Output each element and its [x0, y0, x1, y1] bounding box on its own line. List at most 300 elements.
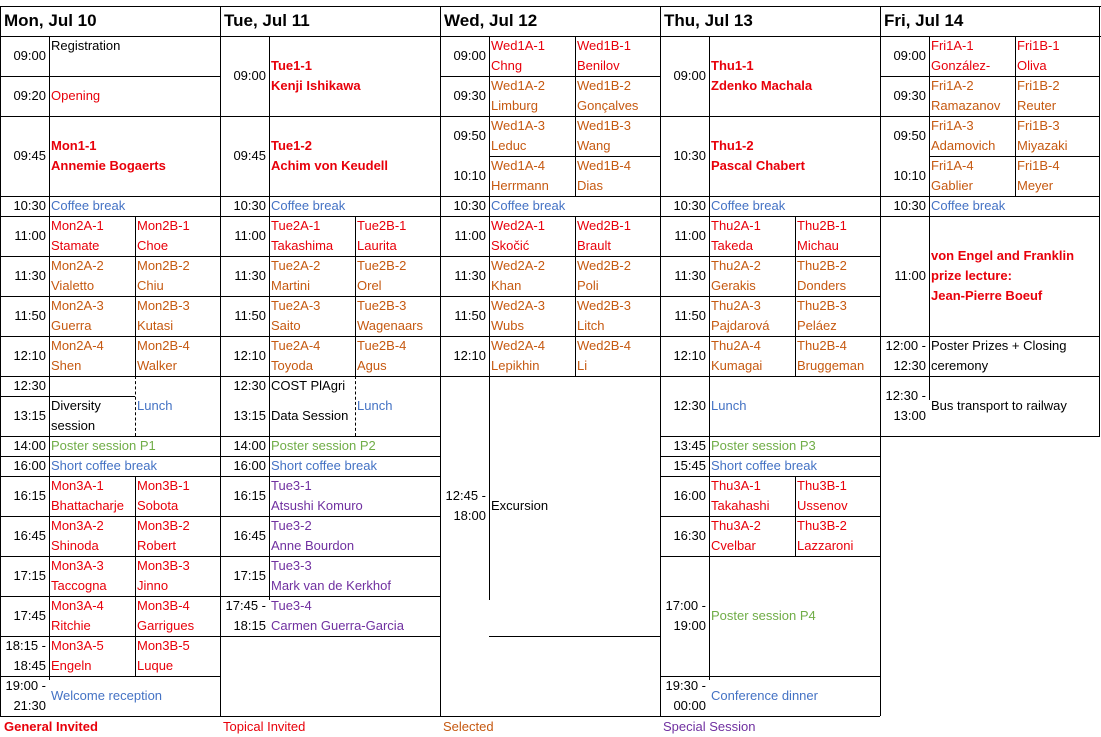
lunch-break: Lunch	[357, 398, 393, 413]
talk-track-b	[575, 336, 660, 376]
talk-track-a-line: Leduc	[491, 138, 527, 153]
grid-line	[220, 636, 440, 637]
talk-track-b-line: Thu3B-2	[797, 518, 847, 533]
session-event-line: Tue1-1	[271, 58, 312, 73]
talk-track-a	[49, 336, 135, 376]
grid-line	[135, 296, 136, 336]
session-event: Coffee break	[931, 198, 1006, 213]
talk-track-b-line: Agus	[357, 358, 387, 373]
talk-track-a-line: Khan	[491, 278, 522, 293]
grid-line	[0, 6, 1, 716]
talk-track-a-line: Chng	[491, 58, 523, 73]
talk-track-a-line: Shinoda	[51, 538, 99, 553]
session-event-line: Tue3-1	[271, 478, 312, 493]
time-slot-line: 18:00	[453, 508, 486, 523]
talk-track-b-line: Wed1B-3	[577, 118, 631, 133]
time-slot-line: 17:00 -	[665, 598, 706, 613]
time-slot-line: 12:45 -	[445, 488, 486, 503]
talk-track-a	[489, 116, 575, 156]
time-slot: 09:30	[453, 88, 486, 103]
session-event	[269, 556, 440, 596]
time-slot: 10:30	[673, 148, 706, 163]
session-event	[709, 36, 880, 116]
talk-track-a-line: Mon2A-1	[51, 218, 104, 233]
time-slot: 12:10	[453, 348, 486, 363]
talk-track-a-line: Wubs	[491, 318, 524, 333]
session-event-line: Achim von Keudell	[271, 158, 389, 173]
talk-track-b-line: Kutasi	[137, 318, 174, 333]
talk-track-a-line: Limburg	[491, 98, 538, 113]
time-slot: 13:15	[13, 408, 46, 423]
time-slot: 10:30	[13, 198, 46, 213]
session-event	[269, 116, 440, 196]
time-slot: 11:00	[894, 268, 926, 283]
grid-line	[135, 336, 136, 376]
talk-track-a	[489, 216, 575, 256]
talk-track-a-line: Tue2A-3	[271, 298, 321, 313]
talk-track-b-line: Mon3B-4	[137, 598, 190, 613]
session-event: Welcome reception	[51, 688, 163, 703]
grid-line	[269, 36, 270, 600]
time-slot: 11:50	[674, 308, 706, 323]
diversity-session	[49, 396, 135, 436]
lunch-break: Lunch	[137, 398, 173, 413]
grid-line	[489, 36, 490, 600]
talk-track-b	[795, 516, 880, 556]
session-event-line: Tue3-2	[271, 518, 312, 533]
session-event-line: Thu1-2	[711, 138, 754, 153]
time-slot: 12:30	[233, 378, 266, 393]
talk-track-b	[795, 476, 880, 516]
grid-line	[575, 296, 576, 336]
grid-line	[1015, 156, 1016, 196]
talk-track-a-line: Vialetto	[51, 278, 95, 293]
session-event-line: ceremony	[931, 358, 989, 373]
talk-track-a-line: Mon2A-4	[51, 338, 104, 353]
grid-line	[0, 716, 880, 717]
talk-track-b-line: Mon2B-1	[137, 218, 190, 233]
day-header: Wed, Jul 12	[444, 11, 538, 30]
grid-line	[0, 6, 1101, 7]
grid-line	[0, 36, 1101, 37]
talk-track-a-line: Gablier	[931, 178, 973, 193]
time-slot-line: 18:45	[13, 658, 46, 673]
talk-track-b-line: Donders	[797, 278, 847, 293]
talk-track-a	[49, 476, 135, 516]
talk-track-b-line: Oliva	[1017, 58, 1047, 73]
session-event: Poster session P3	[711, 438, 816, 453]
time-slot: 11:00	[674, 228, 706, 243]
talk-track-a-line: Herrmann	[491, 178, 549, 193]
talk-track-b	[135, 556, 220, 596]
talk-track-a-line: Ritchie	[51, 618, 91, 633]
talk-track-b-line: Bruggeman	[797, 358, 865, 373]
dashed-divider	[355, 376, 356, 436]
talk-track-a	[269, 216, 355, 256]
grid-line	[575, 76, 576, 116]
time-slot-line: 12:30 -	[885, 388, 926, 403]
talk-track-a-line: Pajdarová	[711, 318, 770, 333]
grid-line	[795, 516, 796, 556]
session-event-line: Annemie Bogaerts	[51, 158, 166, 173]
session-event-line: Anne Bourdon	[271, 538, 355, 553]
time-slot	[0, 636, 49, 676]
time-slot: 11:00	[14, 228, 46, 243]
talk-track-a	[709, 296, 795, 336]
talk-track-b	[795, 296, 880, 336]
time-slot: 15:45	[673, 458, 706, 473]
legend-general-invited: General Invited	[4, 719, 98, 734]
time-slot: 16:30	[673, 528, 706, 543]
talk-track-a-line: Tue2A-1	[271, 218, 321, 233]
time-slot: 10:30	[673, 198, 706, 213]
talk-track-b-line: Lazzaroni	[797, 538, 854, 553]
session-event: Poster session P4	[711, 608, 816, 623]
grid-line	[880, 6, 881, 716]
talk-track-a-line: Gerakis	[711, 278, 756, 293]
grid-line	[440, 116, 660, 117]
session-event	[269, 476, 440, 516]
day-header: Tue, Jul 11	[224, 11, 310, 30]
talk-track-a	[269, 336, 355, 376]
diversity-session-line: Diversity	[51, 398, 101, 413]
grid-line	[880, 116, 1100, 117]
grid-line	[135, 216, 136, 256]
talk-track-a	[489, 156, 575, 196]
talk-track-b	[795, 336, 880, 376]
grid-line	[575, 216, 576, 256]
talk-track-b-line: Mon3B-1	[137, 478, 190, 493]
talk-track-a-line: Wed2A-2	[491, 258, 545, 273]
time-slot	[0, 676, 49, 716]
talk-track-a-line: Wed1A-1	[491, 38, 545, 53]
talk-track-a	[929, 116, 1015, 156]
talk-track-b-line: Wed1B-1	[577, 38, 631, 53]
time-slot: 16:45	[13, 528, 46, 543]
talk-track-a-line: Mon3A-2	[51, 518, 104, 533]
grid-line	[795, 216, 796, 256]
talk-track-a-line: Mon2A-2	[51, 258, 104, 273]
legend-topical-invited: Topical Invited	[223, 719, 306, 734]
talk-track-a-line: Thu2A-2	[711, 258, 761, 273]
talk-track-a-line: Fri1A-1	[931, 38, 974, 53]
time-slot: 10:30	[893, 198, 926, 213]
talk-track-a-line: Engeln	[51, 658, 92, 673]
talk-track-b	[135, 516, 220, 556]
talk-track-b-line: Wed1B-2	[577, 78, 631, 93]
diversity-session-line: session	[51, 418, 96, 433]
time-slot: 09:45	[13, 148, 46, 163]
grid-line	[440, 6, 441, 716]
talk-track-b-line: Tue2B-3	[357, 298, 407, 313]
talk-track-b-line: Choe	[137, 238, 169, 253]
talk-track-a-line: Thu2A-1	[711, 218, 761, 233]
talk-track-b-line: Laurita	[357, 238, 397, 253]
grid-line	[355, 216, 356, 256]
grid-line	[355, 336, 356, 376]
grid-line	[1015, 116, 1016, 156]
talk-track-b-line: Meyer	[1017, 178, 1054, 193]
grid-line	[49, 396, 135, 397]
talk-track-a	[49, 256, 135, 296]
talk-track-a-line: Mon2A-3	[51, 298, 104, 313]
time-slot: 11:30	[674, 268, 706, 283]
talk-track-b-line: Walker	[137, 358, 177, 373]
talk-track-a	[489, 336, 575, 376]
talk-track-b-line: Fri1B-2	[1017, 78, 1060, 93]
time-slot: 12:10	[673, 348, 706, 363]
talk-track-b	[1015, 116, 1100, 156]
time-slot: 11:50	[454, 308, 486, 323]
time-slot: 12:30	[673, 398, 706, 413]
time-slot: 09:20	[13, 88, 46, 103]
session-event: Lunch	[711, 398, 747, 413]
talk-track-a	[49, 596, 135, 636]
time-slot: 14:00	[13, 438, 46, 453]
session-event-line: Atsushi Komuro	[271, 498, 363, 513]
session-event: Short coffee break	[271, 458, 377, 473]
talk-track-b-line: Sobota	[137, 498, 179, 513]
talk-track-b-line: Chiu	[137, 278, 164, 293]
talk-track-a-line: Tue2A-4	[271, 338, 321, 353]
talk-track-b-line: Tue2B-4	[357, 338, 407, 353]
data-session: Data Session	[271, 408, 349, 423]
talk-track-a-line: Wed1A-4	[491, 158, 545, 173]
talk-track-a-line: Takashima	[271, 238, 334, 253]
session-event	[269, 516, 440, 556]
session-event	[709, 116, 880, 196]
talk-track-b-line: Li	[577, 358, 588, 373]
time-slot	[880, 376, 929, 436]
talk-track-a-line: Mon3A-4	[51, 598, 104, 613]
session-event: Coffee break	[711, 198, 786, 213]
talk-track-a-line: Wed2A-4	[491, 338, 545, 353]
talk-track-a-line: Tue2A-2	[271, 258, 321, 273]
time-slot: 11:30	[454, 268, 486, 283]
talk-track-a	[489, 76, 575, 116]
time-slot: 10:10	[893, 168, 926, 183]
grid-line	[929, 36, 930, 400]
time-slot: 11:00	[234, 228, 266, 243]
grid-line	[135, 636, 136, 676]
time-slot: 16:00	[673, 488, 706, 503]
time-slot: 11:00	[454, 228, 486, 243]
talk-track-b	[575, 296, 660, 336]
grid-line	[49, 36, 50, 680]
session-event	[929, 336, 1100, 376]
talk-track-b	[1015, 156, 1100, 196]
grid-line	[795, 476, 796, 516]
talk-track-b-line: Miyazaki	[1017, 138, 1068, 153]
talk-track-a-line: Thu2A-4	[711, 338, 761, 353]
talk-track-b	[795, 216, 880, 256]
time-slot: 13:15	[233, 408, 266, 423]
grid-line	[795, 336, 796, 376]
time-slot: 10:30	[453, 198, 486, 213]
session-event: Poster session P2	[271, 438, 376, 453]
grid-line	[135, 596, 136, 636]
time-slot	[660, 556, 709, 676]
time-slot: 09:50	[893, 128, 926, 143]
session-event	[49, 116, 220, 196]
session-event: Short coffee break	[51, 458, 157, 473]
day-header: Mon, Jul 10	[4, 11, 97, 30]
time-slot: 11:50	[14, 308, 46, 323]
session-event-line: Pascal Chabert	[711, 158, 805, 173]
talk-track-a-line: Toyoda	[271, 358, 313, 373]
grid-line	[220, 6, 221, 716]
talk-track-a-line: Thu3A-2	[711, 518, 761, 533]
talk-track-a	[269, 296, 355, 336]
talk-track-a-line: Fri1A-3	[931, 118, 974, 133]
talk-track-b-line: Mon3B-2	[137, 518, 190, 533]
grid-line	[795, 256, 796, 296]
talk-track-b	[575, 76, 660, 116]
time-slot: 12:10	[233, 348, 266, 363]
talk-track-a-line: Mon3A-5	[51, 638, 104, 653]
talk-track-b-line: Wed2B-3	[577, 298, 631, 313]
talk-track-a-line: Cvelbar	[711, 538, 756, 553]
talk-track-b-line: Wed1B-4	[577, 158, 631, 173]
talk-track-b-line: Fri1B-3	[1017, 118, 1060, 133]
talk-track-b	[355, 296, 440, 336]
talk-track-a-line: Martini	[271, 278, 311, 293]
legend-selected: Selected	[443, 719, 494, 734]
session-event-line: prize lecture:	[931, 268, 1012, 283]
talk-track-b	[575, 216, 660, 256]
talk-track-b-line: Thu2B-4	[797, 338, 847, 353]
session-event-line: von Engel and Franklin	[931, 248, 1075, 263]
session-event: Coffee break	[271, 198, 346, 213]
talk-track-b-line: Thu2B-2	[797, 258, 847, 273]
session-event	[269, 36, 440, 116]
session-event-line: Thu1-1	[711, 58, 754, 73]
time-slot: 14:00	[233, 438, 266, 453]
talk-track-a	[929, 36, 1015, 76]
grid-line	[1015, 36, 1016, 76]
talk-track-a	[49, 636, 135, 676]
dashed-divider	[135, 376, 136, 436]
talk-track-b	[575, 256, 660, 296]
talk-track-b-line: Tue2B-1	[357, 218, 407, 233]
talk-track-b-line: Mon2B-4	[137, 338, 190, 353]
talk-track-b-line: Fri1B-1	[1017, 38, 1060, 53]
time-slot	[440, 376, 489, 636]
session-event: Poster session P1	[51, 438, 156, 453]
grid-line	[575, 156, 576, 196]
time-slot: 12:10	[13, 348, 46, 363]
grid-line	[135, 256, 136, 296]
time-slot: 17:15	[233, 568, 266, 583]
time-slot-line: 00:00	[673, 698, 706, 713]
talk-track-a-line: Taccogna	[51, 578, 107, 593]
time-slot	[220, 596, 269, 636]
talk-track-b	[135, 636, 220, 676]
grid-line	[795, 296, 796, 336]
session-event: Bus transport to railway	[931, 398, 1067, 413]
talk-track-a	[489, 36, 575, 76]
time-slot: 09:50	[453, 128, 486, 143]
grid-line	[1015, 76, 1016, 116]
session-event-line: Poster Prizes + Closing	[931, 338, 1067, 353]
time-slot	[660, 676, 709, 716]
time-slot-line: 12:30	[893, 358, 926, 373]
talk-track-b-line: Luque	[137, 658, 174, 673]
talk-track-a-line: Wed1A-3	[491, 118, 545, 133]
talk-track-b	[135, 476, 220, 516]
time-slot: 09:00	[893, 48, 926, 63]
talk-track-a	[709, 216, 795, 256]
talk-track-b	[355, 216, 440, 256]
talk-track-a-line: Lepikhin	[491, 358, 540, 373]
session-event: Registration	[51, 38, 121, 53]
time-slot: 10:30	[233, 198, 266, 213]
grid-line	[575, 256, 576, 296]
talk-track-a-line: Wed1A-2	[491, 78, 545, 93]
grid-line	[135, 476, 136, 516]
grid-line	[0, 396, 49, 397]
talk-track-b	[135, 216, 220, 256]
time-slot: 16:45	[233, 528, 266, 543]
cost-plagri: COST PlAgri	[271, 378, 346, 393]
time-slot: 17:15	[13, 568, 46, 583]
time-slot: 09:00	[13, 48, 46, 63]
time-slot: 11:30	[14, 268, 46, 283]
session-event	[269, 596, 440, 636]
grid-line	[489, 636, 660, 637]
time-slot: 16:00	[233, 458, 266, 473]
talk-track-a-line: González-	[931, 58, 991, 73]
time-slot: 16:00	[13, 458, 46, 473]
grid-line	[355, 256, 356, 296]
talk-track-a-line: Mon3A-3	[51, 558, 104, 573]
talk-track-b	[1015, 76, 1100, 116]
talk-track-b-line: Thu3B-1	[797, 478, 847, 493]
talk-track-b-line: Mon3B-3	[137, 558, 190, 573]
talk-track-a	[489, 256, 575, 296]
session-event: Excursion	[491, 498, 549, 513]
talk-track-b-line: Thu2B-1	[797, 218, 847, 233]
session-event-line: Zdenko Machala	[711, 78, 813, 93]
time-slot: 09:45	[233, 148, 266, 163]
session-event-line: Kenji Ishikawa	[271, 78, 361, 93]
talk-track-a	[929, 76, 1015, 116]
talk-track-b	[575, 36, 660, 76]
time-slot-line: 17:45 -	[225, 598, 266, 613]
talk-track-a	[49, 296, 135, 336]
time-slot-line: 13:00	[893, 408, 926, 423]
talk-track-b-line: Wagenaars	[357, 318, 423, 333]
time-slot-line: 12:00 -	[885, 338, 926, 353]
talk-track-b-line: Peláez	[797, 318, 837, 333]
talk-track-a	[489, 296, 575, 336]
grid-line	[0, 76, 220, 77]
talk-track-b	[135, 256, 220, 296]
time-slot-line: 19:00	[673, 618, 706, 633]
talk-track-b	[355, 336, 440, 376]
talk-track-a-line: Stamate	[51, 238, 100, 253]
talk-track-b-line: Tue2B-2	[357, 258, 407, 273]
time-slot: 11:50	[234, 308, 266, 323]
talk-track-b-line: Wed2B-2	[577, 258, 631, 273]
time-slot: 09:30	[893, 88, 926, 103]
talk-track-a-line: Wed2A-3	[491, 298, 545, 313]
session-event	[929, 216, 1100, 336]
time-slot: 11:30	[234, 268, 266, 283]
time-slot-line: 18:15 -	[5, 638, 46, 653]
talk-track-b-line: Benilov	[577, 58, 620, 73]
grid-line	[880, 436, 1100, 437]
